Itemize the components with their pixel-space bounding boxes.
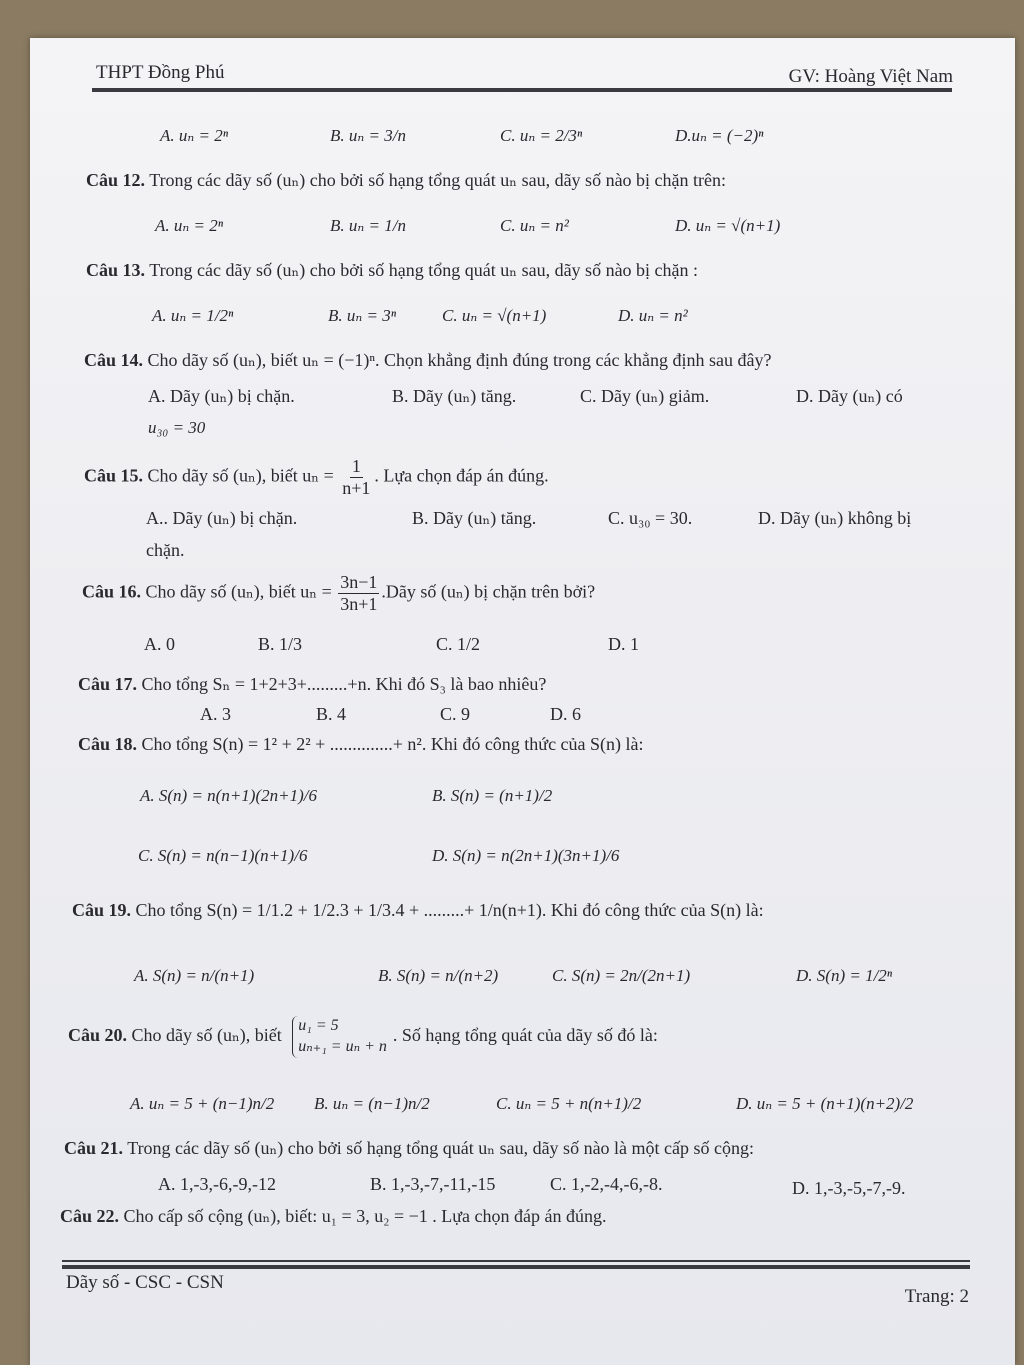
q15-option-b: B. Dãy (uₙ) tăng.	[412, 508, 537, 528]
teacher-name: GV: Hoàng Việt Nam	[788, 66, 953, 87]
question-text: Cho tổng Sₙ = 1+2+3+.........+n. Khi đó S₃ là bao nhiêu?	[141, 674, 547, 694]
question-text-end: . Khi đó công thức của S(n) là:	[541, 900, 764, 920]
question-text: Trong các dãy số (uₙ) cho bởi số hạng tổng quát uₙ sau, dãy số nào là một cấp số cộng:	[127, 1138, 755, 1158]
q20-option-c: C. uₙ = 5 + n(n+1)/2	[496, 1094, 642, 1113]
question-text-end: . Số hạng tổng quát của dãy số đó là:	[392, 1024, 658, 1045]
question-16	[82, 572, 595, 614]
worksheet-page	[30, 38, 1015, 1365]
q19-option-a: A. S(n) = n/(n+1)	[134, 966, 255, 985]
recurrence-system: u₁ = 5 uₙ₊₁ = uₙ + n	[292, 1016, 387, 1058]
question-label: Câu 22.	[60, 1206, 120, 1226]
q21-option-b: B. 1,-3,-7,-11,-15	[370, 1174, 496, 1194]
question-label: Câu 21.	[64, 1138, 124, 1158]
footer-subject: Dãy số - CSC - CSN	[66, 1272, 224, 1293]
question-label: Câu 17.	[78, 674, 138, 694]
q18-option-b: B. S(n) = (n+1)/2	[432, 786, 553, 805]
question-text: Cho dãy số (uₙ), biết uₙ =	[145, 581, 332, 602]
q15-option-a: A.. Dãy (uₙ) bị chặn.	[146, 508, 298, 528]
question-text: Cho tổng S(n) = 1/1.2 + 1/2.3 + 1/3.4 + .........+ 1/n(n+1)	[135, 900, 542, 920]
q14-option-d: D. Dãy (uₙ) có	[796, 386, 903, 406]
question-18	[78, 734, 644, 755]
question-text: Trong các dãy số (uₙ) cho bởi số hạng tổng quát uₙ sau, dãy số nào bị chặn trên:	[149, 170, 727, 190]
q12-option-a: A. uₙ = 2ⁿ	[155, 216, 224, 235]
q13-option-d: D. uₙ = n²	[618, 306, 688, 325]
footer-rule	[62, 1265, 970, 1269]
q16-option-c: C. 1/2	[436, 634, 481, 654]
q17-option-b: B. 4	[316, 704, 347, 724]
q14-option-a: A. Dãy (uₙ) bị chặn.	[148, 386, 295, 406]
q15-option-d: D. Dãy (uₙ) không bị	[758, 508, 912, 528]
q16-option-a: A. 0	[144, 634, 175, 654]
footer-rule-thin	[62, 1260, 970, 1262]
q12-option-d: D. uₙ = √(n+1)	[675, 216, 781, 235]
q17-option-c: C. 9	[440, 704, 471, 724]
q19-option-b: B. S(n) = n/(n+2)	[378, 966, 499, 985]
q11-option-c: C. uₙ = 2/3ⁿ	[500, 126, 583, 145]
q20-option-d: D. uₙ = 5 + (n+1)(n+2)/2	[736, 1094, 914, 1113]
q19-option-c: C. S(n) = 2n/(2n+1)	[552, 966, 691, 985]
q14-option-c: C. Dãy (uₙ) giảm.	[580, 386, 710, 406]
question-text: Cho cấp số cộng (uₙ), biết: u₁ = 3, u₂ = −1 . Lựa chọn đáp án đúng.	[123, 1206, 607, 1226]
school-name: THPT Đồng Phú	[96, 62, 225, 83]
q11-option-a: A. uₙ = 2ⁿ	[160, 126, 229, 145]
q15-option-c: C. u₃₀ = 30.	[608, 508, 693, 528]
q17-option-d: D. 6	[550, 704, 581, 724]
header-rule	[92, 88, 952, 92]
question-label: Câu 13.	[86, 260, 146, 280]
question-17	[78, 674, 546, 695]
question-label: Câu 20.	[68, 1024, 128, 1045]
fraction: $\frac{3n-1}{3n+1}$	[340, 572, 378, 614]
question-label: Câu 19.	[72, 900, 132, 920]
question-text-end: . Lựa chọn đáp án đúng.	[374, 465, 549, 486]
question-text: Trong các dãy số (uₙ) cho bởi số hạng tổng quát uₙ sau, dãy số nào bị chặn :	[149, 260, 699, 280]
q15-option-d-continued: chặn.	[146, 540, 185, 560]
q14-option-d-continued: u₃₀ = 30	[148, 418, 206, 437]
q21-option-a: A. 1,-3,-6,-9,-12	[158, 1174, 276, 1194]
fraction: $\frac{1}{n+1}$	[342, 456, 371, 498]
q18-option-a: A. S(n) = n(n+1)(2n+1)/6	[140, 786, 317, 805]
q13-option-b: B. uₙ = 3ⁿ	[328, 306, 397, 325]
q16-option-b: B. 1/3	[258, 634, 303, 654]
question-12	[86, 170, 726, 191]
q13-option-c: C. uₙ = √(n+1)	[442, 306, 547, 325]
question-label: Câu 18.	[78, 734, 138, 754]
question-label: Câu 14.	[84, 350, 144, 370]
page-number: Trang: 2	[904, 1286, 969, 1307]
question-14	[84, 350, 771, 371]
question-text: Cho dãy số (uₙ), biết	[131, 1024, 282, 1045]
q18-option-d: D. S(n) = n(2n+1)(3n+1)/6	[432, 846, 620, 865]
question-text-end: .Dãy số (uₙ) bị chặn trên bởi?	[381, 581, 596, 602]
question-label: Câu 12.	[86, 170, 146, 190]
question-22	[60, 1206, 606, 1227]
q12-option-c: C. uₙ = n²	[500, 216, 569, 235]
q20-option-a: A. uₙ = 5 + (n−1)n/2	[130, 1094, 275, 1113]
question-13	[86, 260, 698, 281]
q20-option-b: B. uₙ = (n−1)n/2	[314, 1094, 430, 1113]
question-text: Cho tổng S(n) = 1² + 2² + ..............+ n². Khi đó công thức của S(n) là:	[141, 734, 644, 754]
question-21	[64, 1138, 754, 1159]
q21-option-d: D. 1,-3,-5,-7,-9.	[792, 1178, 906, 1198]
q21-option-c: C. 1,-2,-4,-6,-8.	[550, 1174, 663, 1194]
question-text: Cho dãy số (uₙ), biết uₙ = (−1)ⁿ. Chọn khẳng định đúng trong các khẳng định sau đây?	[147, 350, 772, 370]
q12-option-b: B. uₙ = 1/n	[330, 216, 406, 235]
q13-option-a: A. uₙ = 1/2ⁿ	[152, 306, 234, 325]
question-text: Cho dãy số (uₙ), biết uₙ =	[147, 465, 334, 486]
question-20	[68, 1016, 658, 1058]
question-15	[84, 456, 549, 498]
q17-option-a: A. 3	[200, 704, 231, 724]
question-19	[72, 900, 764, 921]
q19-option-d: D. S(n) = 1/2ⁿ	[796, 966, 893, 985]
q18-option-c: C. S(n) = n(n−1)(n+1)/6	[138, 846, 308, 865]
question-label: Câu 15.	[84, 465, 144, 486]
q16-option-d: D. 1	[608, 634, 639, 654]
q11-option-b: B. uₙ = 3/n	[330, 126, 406, 145]
q14-option-b: B. Dãy (uₙ) tăng.	[392, 386, 517, 406]
question-label: Câu 16.	[82, 581, 142, 602]
q11-option-d: D.uₙ = (−2)ⁿ	[675, 126, 764, 145]
